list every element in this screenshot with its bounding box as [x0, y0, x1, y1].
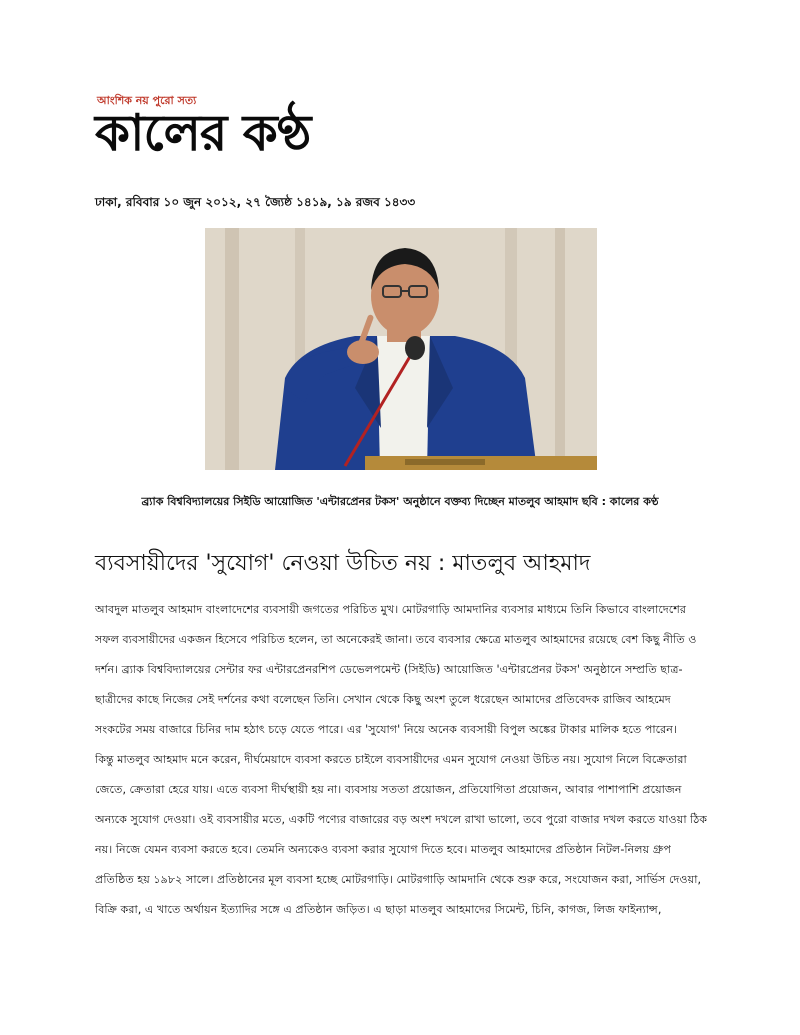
article-headline: ব্যবসায়ীদের 'সুযোগ' নেওয়া উচিত নয় : মাতলুব আহমাদ	[95, 551, 591, 576]
article-line: আবদুল মাতলুব আহমাদ বাংলাদেশের ব্যবসায়ী জগতের পরিচিত মুখ। মোটরগাড়ি আমদানির ব্যবসার মাধ্যমে তিনি কিভাবে বাংলাদেশের	[95, 603, 687, 616]
article-body	[95, 600, 707, 930]
article-line: অন্যকে সুযোগ দেওয়া। ওই ব্যবসায়ীর মতে, একটি পণ্যের বাজারের বড় অংশ দখলে রাখা ভালো, তবে পুরো বাজার দখল করতে যাওয়া ঠিক	[95, 813, 707, 826]
speaker-photo-illustration	[205, 228, 597, 470]
article-line: বিক্রি করা, এ খাতে অর্থায়ন ইত্যাদির সঙ্গে এ প্রতিষ্ঠান জড়িত। এ ছাড়া মাতলুব আহমাদের সিমেন্ট, চিনি, কাগজ, লিজ ফাইন্যান্স,	[95, 903, 662, 916]
masthead-logo	[95, 92, 455, 164]
dateline: ঢাকা, রবিবার ১০ জুন ২০১২, ২৭ জ্যৈষ্ঠ ১৪১৯, ১৯ রজব ১৪৩৩	[95, 195, 416, 209]
news-photo	[205, 228, 597, 470]
masthead-tagline: আংশিক নয় পুরো সত্য	[97, 94, 197, 107]
article-line: সফল ব্যবসায়ীদের একজন হিসেবে পরিচিত হলেন, তা অনেকেরই জানা। তবে ব্যবসার ক্ষেত্রে মাতলুব আহমাদের রয়েছে বেশ কিছু নীতি ও	[95, 633, 697, 646]
article-line: কিন্তু মাতলুব আহমাদ মনে করেন, দীর্ঘমেয়াদে ব্যবসা করতে চাইলে ব্যবসায়ীদের এমন সুযোগ নেওয়া উচিত নয়। সুযোগ নিলে বিক্রেতারা	[95, 753, 687, 766]
article-line: জেতে, ক্রেতারা হেরে যায়। এতে ব্যবসা দীর্ঘস্থায়ী হয় না। ব্যবসায় সততা প্রয়োজন, প্রতিযোগিতা প্রয়োজন, আবার পাশাপাশি প্রয়োজন	[95, 783, 682, 796]
photo-caption: ব্র্যাক বিশ্ববিদ্যালয়ের সিইডি আয়োজিত 'এন্টারপ্রেনর টকস' অনুষ্ঠানে বক্তব্য দিচ্ছেন মাতলুব আহমাদ ছবি : কালের কণ্ঠ	[141, 495, 659, 508]
article-line: দর্শন। ব্র্যাক বিশ্ববিদ্যালয়ের সেন্টার ফর এন্টারপ্রেনরশিপ ডেভেলপমেন্ট (সিইডি) আয়োজিত 'এন্টারপ্রেনর টকস' অনুষ্ঠানে সম্প্রতি ছাত্র-	[95, 663, 683, 676]
article-line: ছাত্রীদের কাছে নিজের সেই দর্শনের কথা বলেছেন তিনি। সেখান থেকে কিছু অংশ তুলে ধরেছেন আমাদের প্রতিবেদক রাজিব আহমেদ	[95, 693, 671, 706]
article-line: সংকটের সময় বাজারে চিনির দাম হঠাৎ চড়ে যেতে পারে। এর 'সুযোগ' নিয়ে অনেক ব্যবসায়ী বিপুল অঙ্কের টাকার মালিক হতে পারেন।	[95, 723, 677, 736]
masthead-title: কালের কণ্ঠ	[95, 104, 311, 162]
article-line: প্রতিষ্ঠিত হয় ১৯৮২ সালে। প্রতিষ্ঠানের মূল ব্যবসা হচ্ছে মোটরগাড়ি। মোটরগাড়ি আমদানি থেকে শুরু করে, সংযোজন করা, সার্ভিস দেওয়া,	[95, 873, 702, 886]
article-line: নয়। নিজে যেমন ব্যবসা করতে হবে। তেমনি অন্যকেও ব্যবসা করার সুযোগ দিতে হবে। মাতলুব আহমাদের প্রতিষ্ঠান নিটল-নিলয় গ্রুপ	[95, 843, 671, 856]
